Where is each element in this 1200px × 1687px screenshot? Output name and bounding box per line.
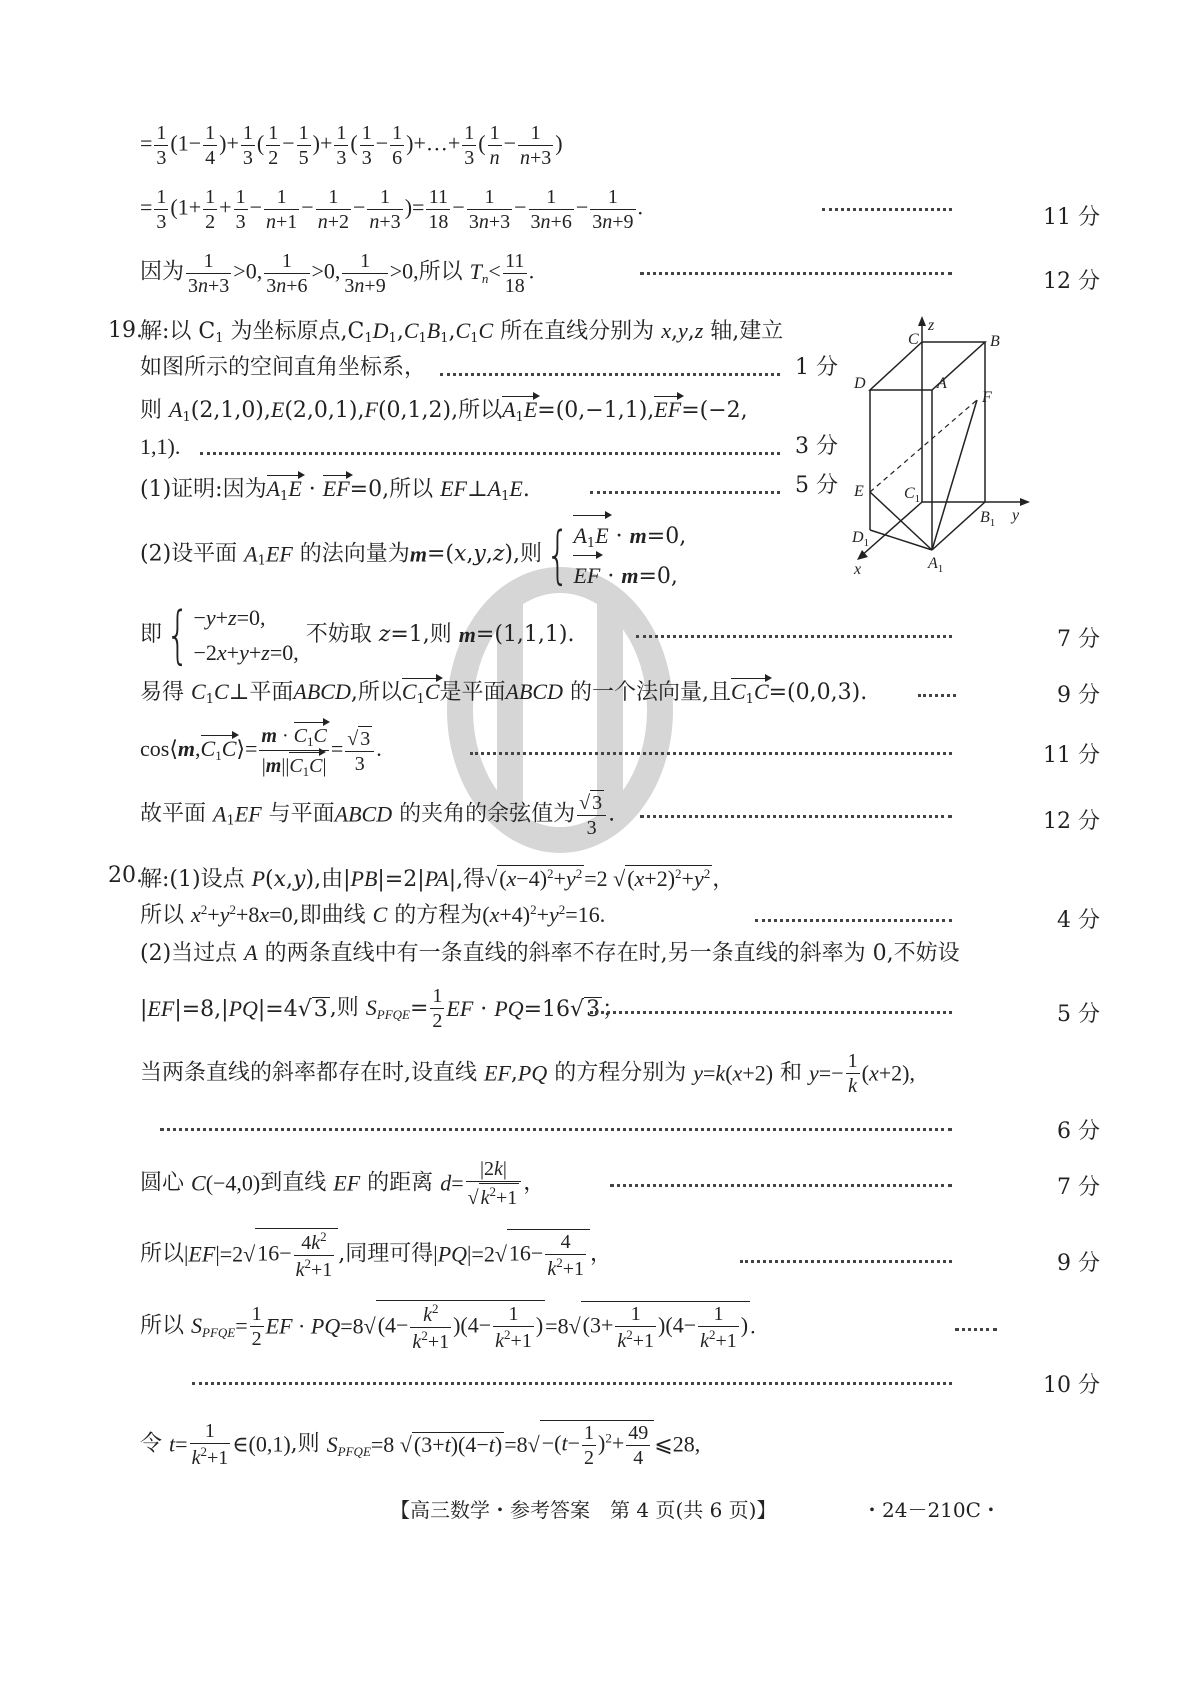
dot-leader — [590, 491, 780, 494]
q20-line-8: 所以 $S_{PFQE}=$ $\frac{1}{2}$ EF · PQ=8√(4− $\frac{k^2}{k^2+1}$ )(4− $\frac{1}{k^2+1}$ )=8√(3+ $\frac{1}{k^2+1}$ )(4− $\frac{1}{k^2+1}$ ). — [140, 1301, 756, 1353]
dot-leader — [918, 694, 956, 697]
q19-part1: (1)证明:因为$A_1E \cdot EF=0$,所以 $EF\perp A_1E$. — [140, 476, 530, 504]
score-5b: 5 分 — [1056, 1002, 1100, 1027]
q20-line-7: 所以|EF|=2√16− $\frac{4k^2}{k^2+1}$ ,同理可得|PQ|=2√16− $\frac{4}{k^2+1}$ ， — [140, 1229, 613, 1281]
q19-part2: (2)设平面 $A_1EF$ 的法向量为m=(x,y,z),则{ $A_1E \cdot m=0$, EF · m=0, — [140, 515, 686, 594]
dot-leader — [200, 452, 780, 455]
label-D1: $D_1$ — [852, 529, 870, 549]
dot-leader — [640, 815, 952, 818]
score-4: 4 分 — [1056, 908, 1100, 933]
dot-leader — [822, 208, 952, 211]
q19-normal: 易得 $C_1C\perp$平面ABCD,所以$C_1C$是平面ABCD 的一个法向量,且$C_1C=(0,0,3)$. — [140, 679, 868, 707]
q19-line-4: 1,1). — [140, 434, 181, 459]
dot-leader — [160, 1128, 952, 1131]
label-y: y — [1012, 507, 1020, 524]
label-B1: $B_1$ — [980, 509, 996, 529]
q19-line-2: 如图所示的空间直角坐标系， — [140, 355, 427, 380]
score-11b: 11 分 — [1042, 743, 1100, 768]
q20-line-2: 所以 $x^2+y^2+8x=0$,即曲线 C 的方程为$(x+4)^2+y^2=16$. — [140, 902, 606, 928]
score-6: 6 分 — [1056, 1119, 1100, 1144]
score-7b: 7 分 — [1056, 1175, 1100, 1200]
dot-leader — [590, 1011, 952, 1014]
q20-line-9: 令 t= $\frac{1}{k^2+1}$ ∈(0,1),则 $S_{PFQE}=8$ √(3+t)(4−t)=8√−(t− $\frac{1}{2}$ )$^2$+ $\frac{49}{4}$ ⩽28, — [140, 1420, 701, 1469]
score-11a: 11 分 — [1042, 205, 1100, 230]
cuboid-figure — [840, 312, 1040, 582]
dot-leader — [755, 919, 952, 922]
dot-leader — [955, 1328, 997, 1331]
score-5: 5 分 — [795, 473, 839, 498]
dot-leader — [740, 1260, 952, 1263]
label-F: F — [982, 389, 992, 406]
footer-right: ・24－210C・ — [862, 1498, 1001, 1522]
label-z: z — [928, 317, 935, 334]
score-9: 9 分 — [1056, 683, 1100, 708]
footer-left: 【高三数学・参考答案 第 4 页(共 6 页)】 — [390, 1498, 777, 1522]
q19-line-1: 解:以 $C_1$ 为坐标原点$,C_1D_1,C_1B_1,C_1C$ 所在直线分别为 x,y,z 轴,建立 — [140, 318, 784, 346]
line-tn-expansion-2: = $\frac{1}{3}$ (1+ $\frac{1}{2}$ + $\frac{1}{3}$ − $\frac{1}{n+1}$ − $\frac{1}{n+2}$ − $\frac{1}{n+3}$ )= $\frac{11}{18}$ − $\frac{1}{3n+3}$ − $\frac{1}{3n+6}$ − $\frac{1}{3n+9}$ . — [140, 186, 644, 233]
score-10: 10 分 — [1042, 1373, 1100, 1398]
q19-conclusion: 故平面 $A_1EF$ 与平面ABCD 的夹角的余弦值为 $\frac{√ 3}{3}$ . — [140, 792, 616, 839]
label-A1: $A_1$ — [928, 555, 944, 575]
dot-leader — [610, 1184, 952, 1187]
dot-leader — [470, 752, 952, 755]
score-7: 7 分 — [1056, 627, 1100, 652]
label-x: x — [854, 561, 862, 578]
label-B: B — [990, 333, 1000, 350]
score-3: 3 分 — [795, 434, 839, 459]
q20-number: 20. — [108, 863, 143, 888]
q20-line-1: 解:(1)设点 P(x,y),由|PB|=2|PA|,得$√(x-4)^2+y^2=2$ $√(x+2)^2+y^2$， — [140, 866, 735, 892]
score-1: 1 分 — [795, 355, 839, 380]
q20-line-6: 圆心 C(−4,0)到直线 EF 的距离 d= $\frac{|2k|}{√ k^2+1}$ ， — [140, 1158, 546, 1209]
line-tn-bound: 因为 $\frac{1}{3n+3}$ >0, $\frac{1}{3n+6}$ >0, $\frac{1}{3n+9}$ >0,所以 $T_n<$ $\frac{11}{18}$ . — [140, 250, 535, 297]
dot-leader — [192, 1382, 952, 1385]
dot-leader — [640, 272, 952, 275]
line-tn-expansion-1: = $\frac{1}{3}$ (1− $\frac{1}{4}$ )+ $\frac{1}{3}$ ( $\frac{1}{2}$ − $\frac{1}{5}$ )+ $\frac{1}{3}$ ( $\frac{1}{3}$ − $\frac{1}{6}$ )+…+ $\frac{1}{3}$ ( $\frac{1}{n}$ − $\frac{1}{n+3}$ ) — [140, 122, 563, 169]
label-D: D — [854, 375, 866, 392]
q19-cos: $\cos⟨m,C_1C⟩=$ $\frac{m \cdot C_1C}{|m||C_1C|}$ = $\frac{√ 3}{3}$ . — [140, 722, 382, 780]
label-E: E — [854, 483, 864, 500]
score-9b: 9 分 — [1056, 1251, 1100, 1276]
q19-line-3: 则 $A_1(2,1,0),E(2,0,1),F(0,1,2)$,所以$A_1E=(0,-1,1),EF=(-2$, — [140, 397, 748, 425]
score-12b: 12 分 — [1042, 809, 1100, 834]
score-12a: 12 分 — [1042, 269, 1100, 294]
q19-number: 19. — [108, 318, 143, 343]
label-C: C — [908, 331, 919, 348]
q20-line-3: (2)当过点 A 的两条直线中有一条直线的斜率不存在时,另一条直线的斜率为 0,不妨设 — [140, 940, 960, 966]
q20-line-5: 当两条直线的斜率都存在时,设直线 EF,PQ 的方程分别为 y=k(x+2) 和 y=− $\frac{1}{k}$ (x+2), — [140, 1050, 915, 1097]
dot-leader — [440, 373, 780, 376]
q19-system: 即{ −y+z=0, −2x+y+z=0, 不妨取 z=1,则 m=(1,1,1). — [140, 598, 575, 672]
dot-leader — [636, 635, 952, 638]
label-C1: $C_1$ — [904, 485, 921, 505]
label-A: A — [937, 375, 947, 392]
q20-line-4: |EF|=8,|PQ|=4√3,则 $S_{PFQE}=$ $\frac{1}{2}$ EF · PQ=16√3； — [140, 985, 625, 1032]
